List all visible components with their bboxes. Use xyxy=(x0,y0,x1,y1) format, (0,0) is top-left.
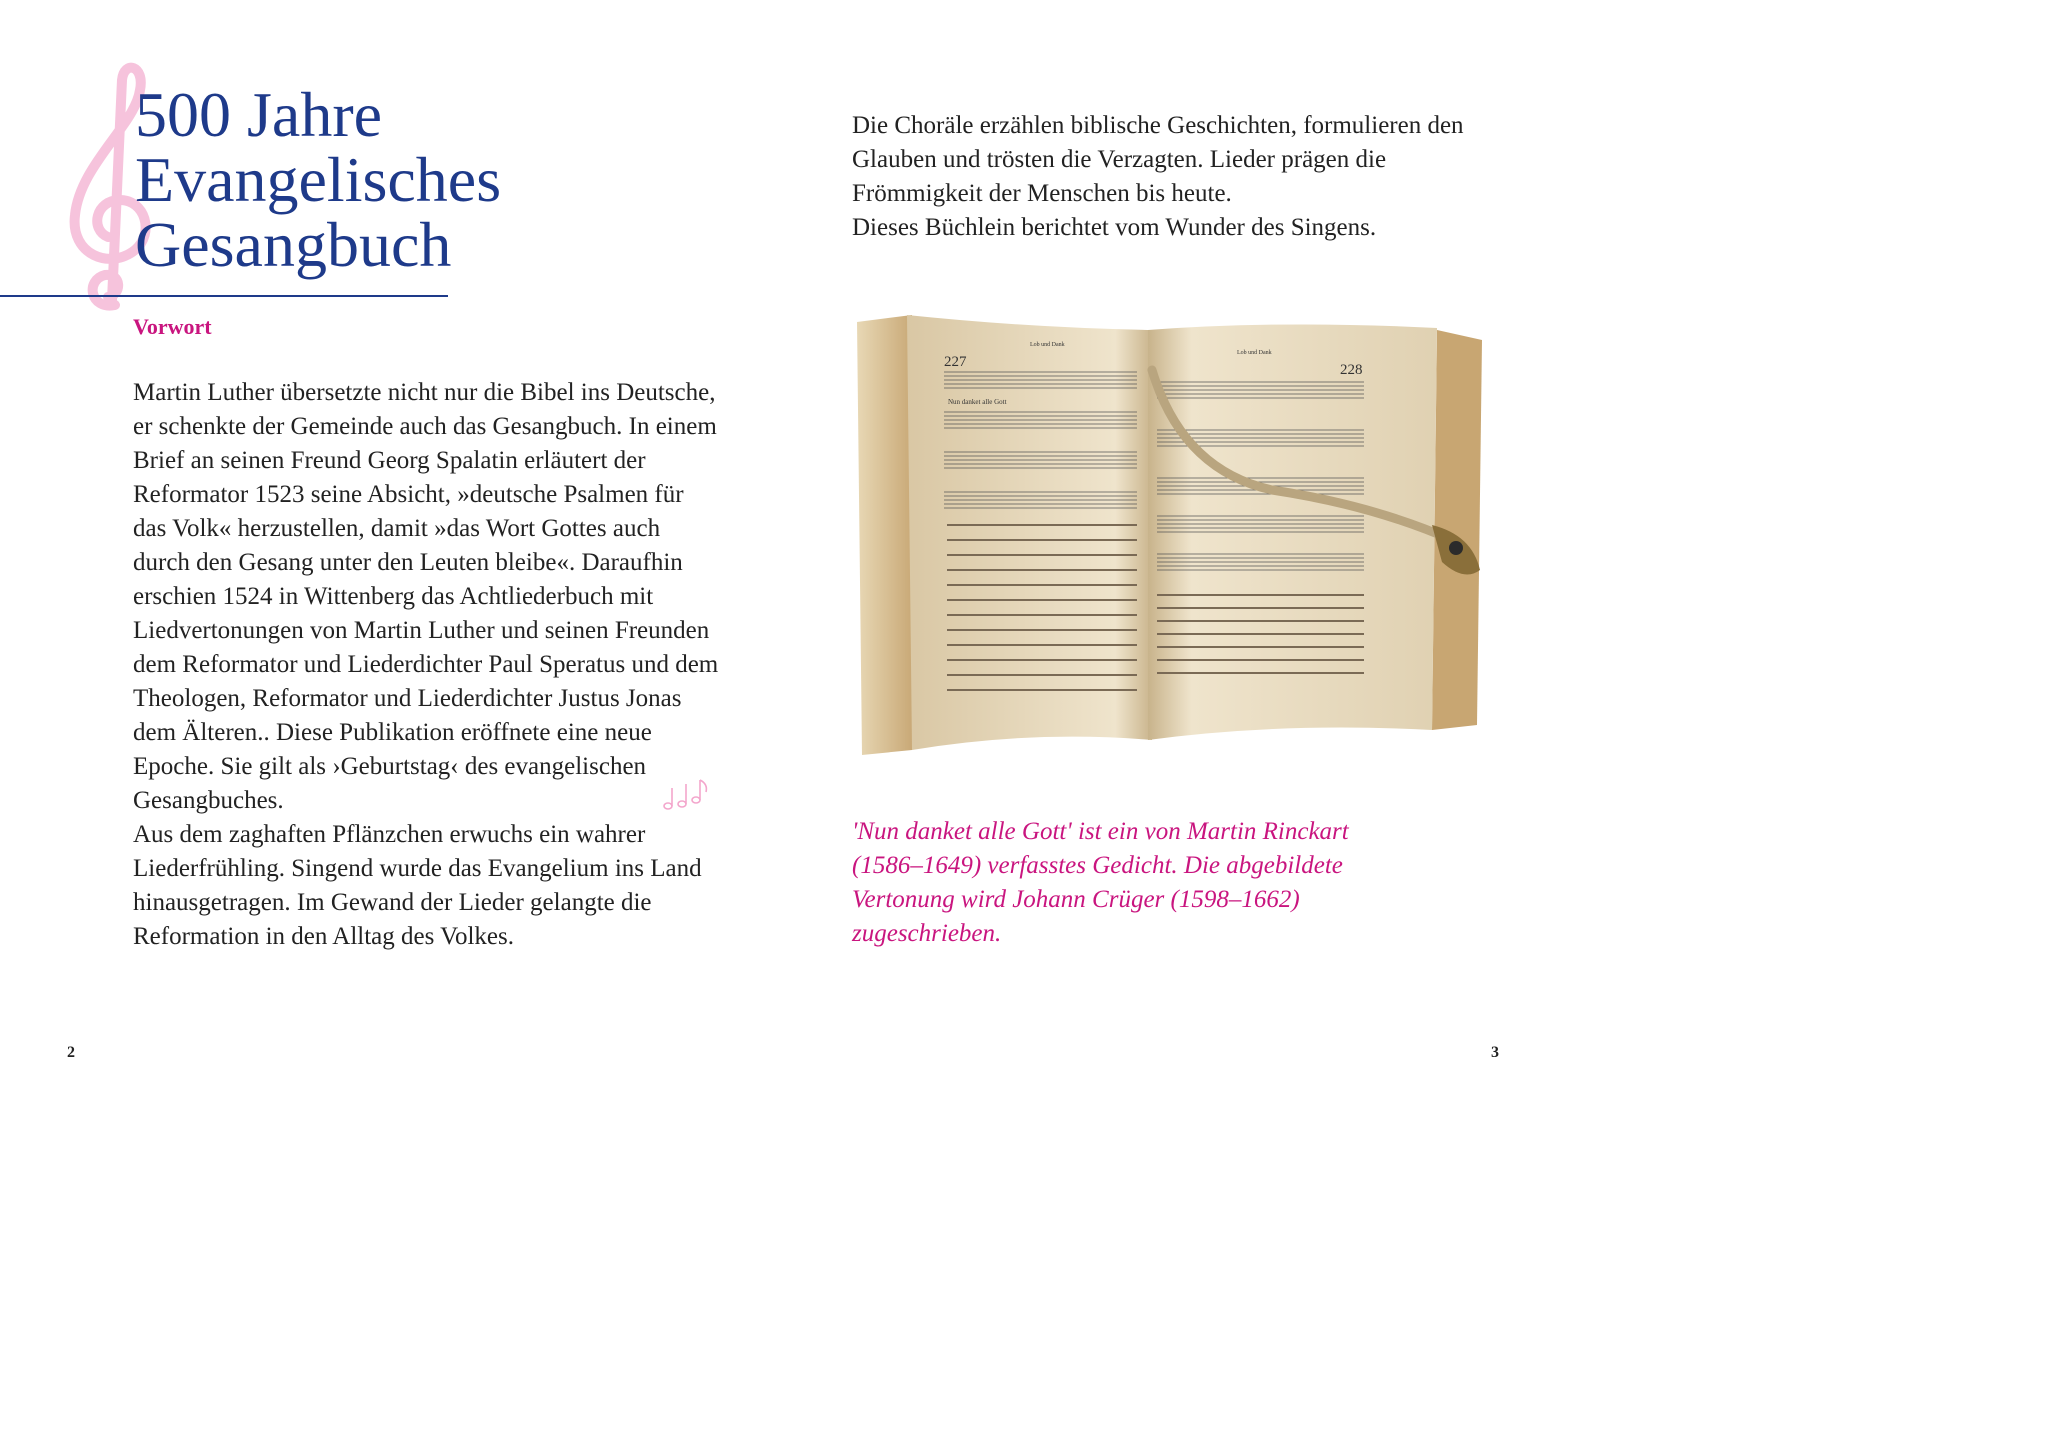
hymnal-photo xyxy=(852,310,1492,770)
intro-paragraph: Dieses Büchlein berichtet vom Wunder des Singens. xyxy=(852,214,1377,241)
body-paragraph: Martin Luther übersetzte nicht nur die Bibel ins Deutsche, er schenkte der Gemeinde auch das Gesangbuch. In einem Brief an seinen Freund Georg Spalatin erläutert der Reformator 1523 seine Absicht, »deutsche Psalmen für das Volk« herzustellen, damit »das Wort Gottes auch durch den Gesang unter den Leuten bleibe«. Daraufhin erschien 1524 in Wittenberg das Achtliederbuch mit Liedvertonungen von Martin Luther und seinen Freunden dem Reformator und Liederdichter Paul Speratus und dem Theologen, Reformator und Liederdichter Justus Jonas dem Älteren.. Diese Publikation eröffnete eine neue Epoche. Sie gilt als ›Geburtstag‹ des evangelischen Gesangbuches. xyxy=(133,379,719,814)
title-line: Gesangbuch xyxy=(135,209,452,280)
intro-paragraph: Die Choräle erzählen biblische Geschichten, formulieren den Glauben und trösten die Verzagten. Lieder prägen die Frömmigkeit der Menschen bis heute. xyxy=(852,112,1464,207)
page-number-left: 2 xyxy=(67,1044,75,1061)
music-notes-icon xyxy=(660,776,712,812)
page-edges-left xyxy=(857,315,912,755)
page-number-right: 3 xyxy=(1491,1044,1499,1061)
lyric-line: Nun danket alle Gott xyxy=(948,398,1007,406)
page-header-left: Lob und Dank xyxy=(1030,342,1065,348)
foreword-body xyxy=(133,376,723,954)
bookmark-bead xyxy=(1449,541,1463,555)
title-line: Evangelisches xyxy=(135,144,502,215)
intro-text xyxy=(852,109,1472,245)
title-line: 500 Jahre xyxy=(135,79,383,150)
body-paragraph: Aus dem zaghaften Pflänzchen erwuchs ein wahrer Liederfrühling. Singend wurde das Evangelium ins Land hinausgetragen. Im Gewand der Lieder gelangte die Reformation in den Alltag des Volkes. xyxy=(133,821,702,950)
page-title xyxy=(135,79,502,280)
section-label: Vorwort xyxy=(133,314,212,339)
hymn-number-right: 228 xyxy=(1340,362,1363,378)
hymn-number-left: 227 xyxy=(944,354,967,370)
photo-caption: 'Nun danket alle Gott' ist ein von Martin Rinckart (1586–1649) verfasstes Gedicht. Die abgebildete Vertonung wird Johann Crüger (1598–1662) zugeschrieben. xyxy=(852,818,1349,947)
page-header-right: Lob und Dank xyxy=(1237,350,1272,356)
title-underline xyxy=(0,295,448,297)
